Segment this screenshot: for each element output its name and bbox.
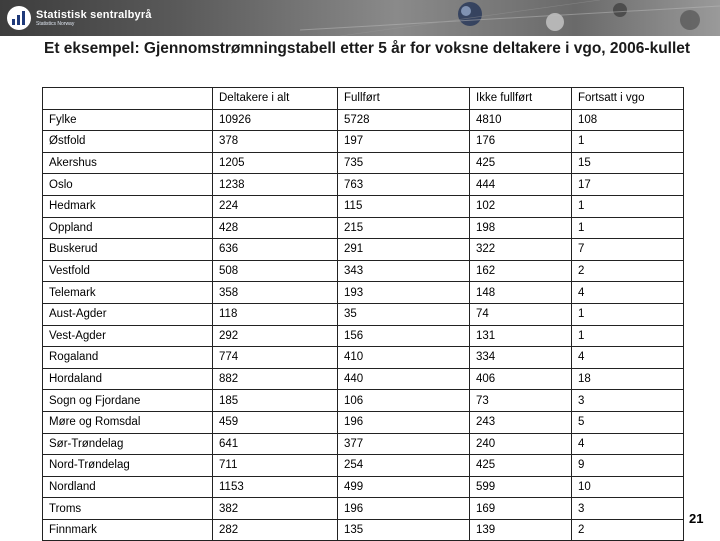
table-row [43, 390, 684, 412]
value-cell: 193 [338, 282, 470, 304]
value-cell: 1 [572, 195, 684, 217]
value-cell: 15 [572, 152, 684, 174]
table-row [43, 282, 684, 304]
value-cell: 377 [338, 433, 470, 455]
value-cell: 9 [572, 455, 684, 477]
value-cell: 135 [338, 519, 470, 541]
value-cell: 18 [572, 368, 684, 390]
value-cell: 343 [338, 260, 470, 282]
value-cell: 1 [572, 217, 684, 239]
value-cell: 2 [572, 519, 684, 541]
value-cell: 4 [572, 433, 684, 455]
region-cell: Sør-Trøndelag [43, 433, 213, 455]
region-cell: Aust-Agder [43, 303, 213, 325]
value-cell: 774 [213, 347, 338, 369]
value-cell: 215 [338, 217, 470, 239]
value-cell: 185 [213, 390, 338, 412]
value-cell: 3 [572, 498, 684, 520]
region-cell: Vestfold [43, 260, 213, 282]
value-cell: 7 [572, 239, 684, 261]
column-header [43, 88, 213, 110]
value-cell: 196 [338, 411, 470, 433]
value-cell: 197 [338, 131, 470, 153]
value-cell: 410 [338, 347, 470, 369]
value-cell: 1153 [213, 476, 338, 498]
decorative-background-graphic [300, 0, 720, 36]
value-cell: 291 [338, 239, 470, 261]
table-row [43, 109, 684, 131]
region-cell: Møre og Romsdal [43, 411, 213, 433]
table-row [43, 152, 684, 174]
value-cell: 599 [470, 476, 572, 498]
value-cell: 118 [213, 303, 338, 325]
value-cell: 176 [470, 131, 572, 153]
table-header-row [43, 88, 684, 110]
value-cell: 378 [213, 131, 338, 153]
value-cell: 1238 [213, 174, 338, 196]
value-cell: 73 [470, 390, 572, 412]
region-cell: Hordaland [43, 368, 213, 390]
column-header: Fortsatt i vgo [572, 88, 684, 110]
table-row [43, 260, 684, 282]
table-row [43, 519, 684, 541]
value-cell: 240 [470, 433, 572, 455]
value-cell: 156 [338, 325, 470, 347]
table-row [43, 174, 684, 196]
value-cell: 243 [470, 411, 572, 433]
value-cell: 425 [470, 455, 572, 477]
logo-subtitle: Statistics Norway [36, 20, 75, 27]
value-cell: 444 [470, 174, 572, 196]
value-cell: 499 [338, 476, 470, 498]
value-cell: 282 [213, 519, 338, 541]
value-cell: 636 [213, 239, 338, 261]
table-row [43, 325, 684, 347]
table-row [43, 411, 684, 433]
ssb-logo [6, 4, 152, 32]
value-cell: 4 [572, 282, 684, 304]
table-row [43, 217, 684, 239]
value-cell: 428 [213, 217, 338, 239]
region-cell: Oslo [43, 174, 213, 196]
table-row [43, 368, 684, 390]
value-cell: 198 [470, 217, 572, 239]
value-cell: 1 [572, 325, 684, 347]
value-cell: 440 [338, 368, 470, 390]
table-row [43, 455, 684, 477]
region-cell: Buskerud [43, 239, 213, 261]
table-row [43, 195, 684, 217]
region-cell: Oppland [43, 217, 213, 239]
table-row [43, 239, 684, 261]
value-cell: 10926 [213, 109, 338, 131]
table-row [43, 347, 684, 369]
value-cell: 459 [213, 411, 338, 433]
value-cell: 292 [213, 325, 338, 347]
value-cell: 102 [470, 195, 572, 217]
value-cell: 169 [470, 498, 572, 520]
value-cell: 106 [338, 390, 470, 412]
region-cell: Troms [43, 498, 213, 520]
value-cell: 35 [338, 303, 470, 325]
page-number: 21 [689, 511, 704, 526]
value-cell: 1 [572, 303, 684, 325]
region-cell: Hedmark [43, 195, 213, 217]
value-cell: 115 [338, 195, 470, 217]
throughput-table [42, 87, 684, 541]
value-cell: 17 [572, 174, 684, 196]
value-cell: 10 [572, 476, 684, 498]
region-cell: Østfold [43, 131, 213, 153]
table-row [43, 131, 684, 153]
value-cell: 224 [213, 195, 338, 217]
region-cell: Telemark [43, 282, 213, 304]
value-cell: 131 [470, 325, 572, 347]
value-cell: 2 [572, 260, 684, 282]
table-row [43, 303, 684, 325]
value-cell: 1205 [213, 152, 338, 174]
value-cell: 334 [470, 347, 572, 369]
value-cell: 358 [213, 282, 338, 304]
value-cell: 641 [213, 433, 338, 455]
region-cell: Akershus [43, 152, 213, 174]
value-cell: 406 [470, 368, 572, 390]
logo-name: Statistisk sentralbyrå [36, 8, 152, 21]
value-cell: 162 [470, 260, 572, 282]
value-cell: 5 [572, 411, 684, 433]
value-cell: 763 [338, 174, 470, 196]
table-row [43, 498, 684, 520]
header-banner [0, 0, 720, 36]
value-cell: 148 [470, 282, 572, 304]
slide-title: Et eksempel: Gjennomstrømningstabell etter 5 år for voksne deltakere i vgo, 2006-kullet [44, 40, 691, 57]
value-cell: 508 [213, 260, 338, 282]
value-cell: 382 [213, 498, 338, 520]
value-cell: 108 [572, 109, 684, 131]
table-row [43, 433, 684, 455]
column-header: Deltakere i alt [213, 88, 338, 110]
region-cell: Sogn og Fjordane [43, 390, 213, 412]
column-header: Fullført [338, 88, 470, 110]
column-header: Ikke fullført [470, 88, 572, 110]
value-cell: 322 [470, 239, 572, 261]
value-cell: 254 [338, 455, 470, 477]
value-cell: 4 [572, 347, 684, 369]
value-cell: 139 [470, 519, 572, 541]
region-cell: Nord-Trøndelag [43, 455, 213, 477]
value-cell: 74 [470, 303, 572, 325]
region-cell: Nordland [43, 476, 213, 498]
value-cell: 735 [338, 152, 470, 174]
region-cell: Vest-Agder [43, 325, 213, 347]
region-cell: Finnmark [43, 519, 213, 541]
value-cell: 3 [572, 390, 684, 412]
value-cell: 196 [338, 498, 470, 520]
value-cell: 1 [572, 131, 684, 153]
value-cell: 711 [213, 455, 338, 477]
table-row [43, 476, 684, 498]
region-cell: Rogaland [43, 347, 213, 369]
value-cell: 4810 [470, 109, 572, 131]
ssb-logo-icon [6, 5, 32, 31]
region-cell: Fylke [43, 109, 213, 131]
value-cell: 5728 [338, 109, 470, 131]
value-cell: 425 [470, 152, 572, 174]
value-cell: 882 [213, 368, 338, 390]
